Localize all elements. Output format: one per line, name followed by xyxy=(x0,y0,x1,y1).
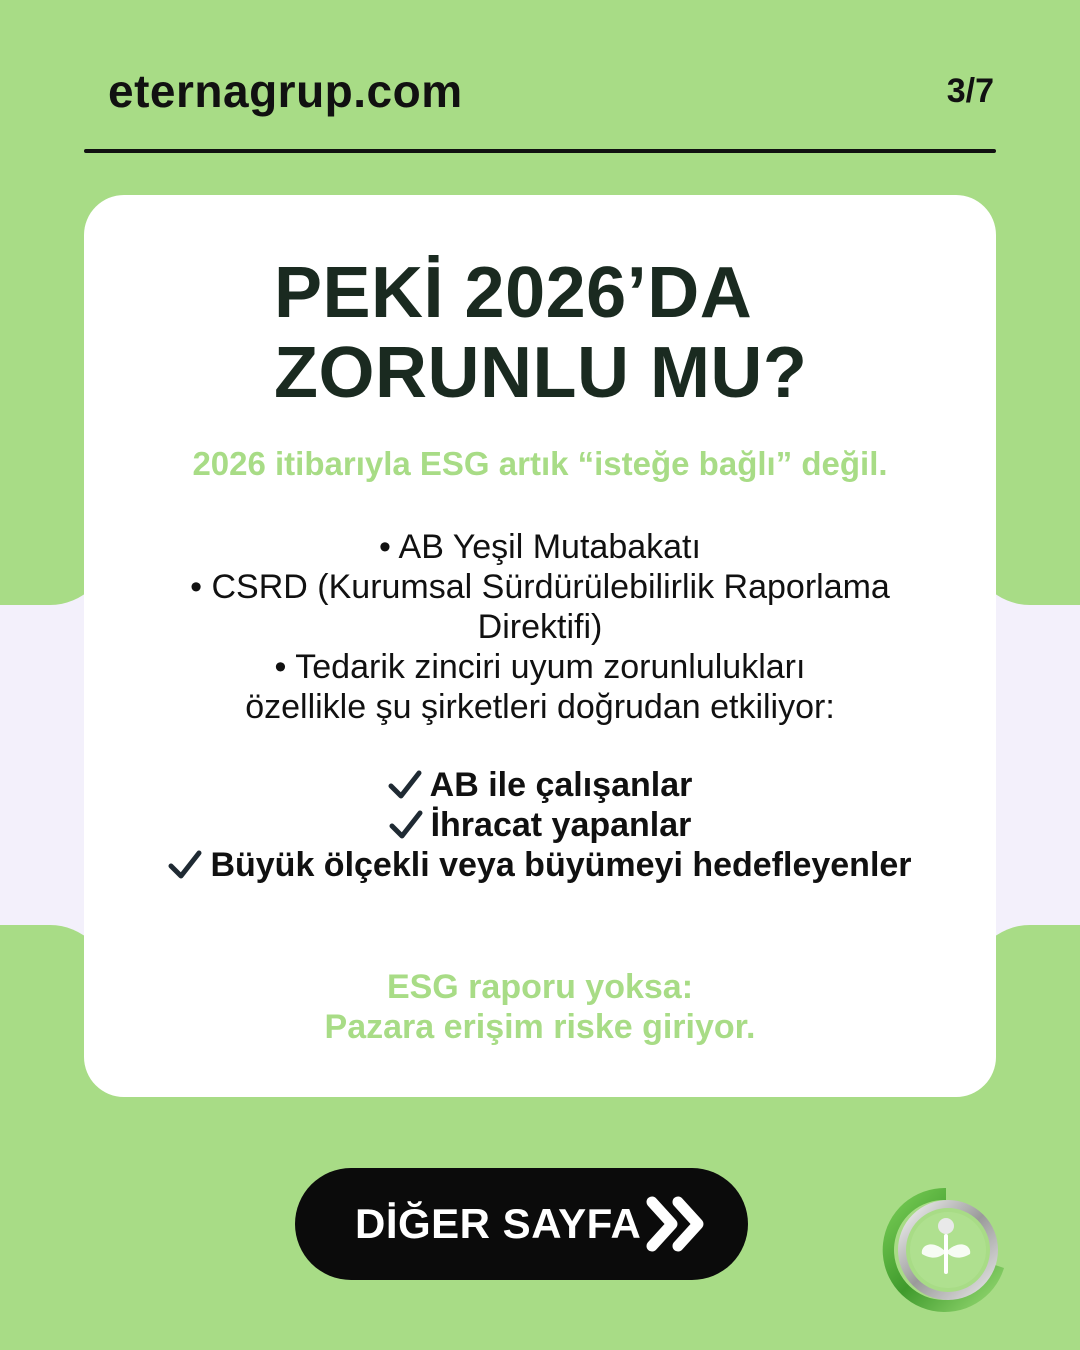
check-item-label: İhracat yapanlar xyxy=(430,806,692,844)
title-line: ZORUNLU MU? xyxy=(274,333,808,413)
next-page-button[interactable] xyxy=(295,1168,748,1280)
next-page-label: DİĞER SAYFA xyxy=(355,1200,642,1247)
subtitle: 2026 itibarıyla ESG artık “isteğe bağlı” değil. xyxy=(192,445,888,482)
check-item xyxy=(84,765,996,805)
closing-line: ESG raporu yoksa: xyxy=(386,968,694,1006)
checkmark-icon xyxy=(388,770,422,800)
check-item xyxy=(84,845,996,885)
list-item: • Tedarik zinciri uyum zorunlulukları xyxy=(274,648,806,686)
affected-companies-list xyxy=(84,765,996,885)
page-title xyxy=(274,253,894,413)
list-item: özellikle şu şirketleri doğrudan etkiliyor: xyxy=(245,688,835,726)
list-item: • CSRD (Kurumsal Sürdürülebilirlik Raporlama xyxy=(190,568,890,606)
closing-note xyxy=(84,967,996,1047)
header-divider xyxy=(84,149,996,153)
content-card xyxy=(84,195,996,1097)
sprout-ring-logo-icon xyxy=(876,1180,1016,1320)
checkmark-icon xyxy=(389,810,423,840)
site-url[interactable]: eternagrup.com xyxy=(108,65,463,117)
page-indicator: 3/7 xyxy=(946,72,994,110)
list-item: Direktifi) xyxy=(477,608,603,646)
double-chevron-right-icon xyxy=(646,1194,710,1254)
list-item: • AB Yeşil Mutabakatı xyxy=(379,528,701,566)
check-item-label: AB ile çalışanlar xyxy=(429,766,693,804)
closing-line: Pazara erişim riske giriyor. xyxy=(324,1008,756,1046)
regulation-list xyxy=(84,527,996,727)
check-item-label: Büyük ölçekli veya büyümeyi hedefleyenler xyxy=(210,846,912,884)
check-item xyxy=(84,805,996,845)
checkmark-icon xyxy=(168,850,202,880)
title-line: PEKİ 2026’DA xyxy=(274,253,753,333)
